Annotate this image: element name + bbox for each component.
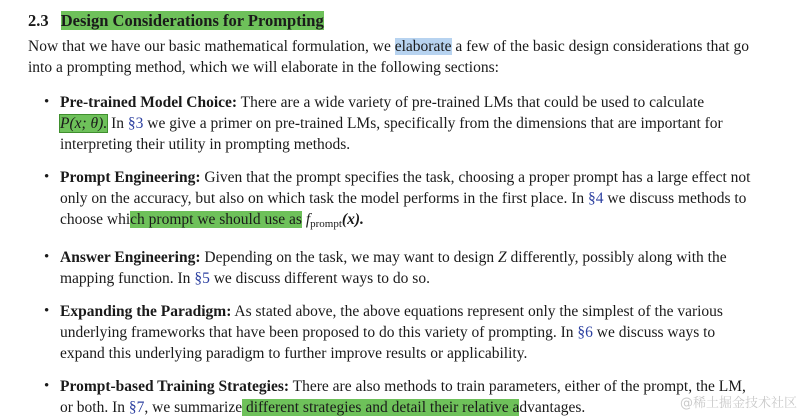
section-ref-link[interactable]: §5	[194, 270, 210, 287]
intro-paragraph	[28, 36, 788, 78]
bullet-icon: •	[44, 169, 50, 185]
item-text: dvantages.	[519, 399, 586, 416]
math-expression: P(x; θ).	[60, 115, 108, 132]
highlighted-text: different strategies and detail their relative a	[242, 399, 520, 416]
intro-text: Now that we have our basic mathematical formulation, we	[28, 38, 395, 55]
item-text: or both. In	[60, 399, 129, 416]
section-number: 2.3	[28, 11, 49, 30]
item-text: Given that the prompt specifies the task, choosing a proper prompt has a large effect not	[200, 169, 751, 186]
intro-line-1	[28, 36, 788, 57]
item-text: we discuss methods to	[603, 190, 747, 207]
paper-section	[28, 8, 788, 418]
section-title: Design Considerations for Prompting	[60, 11, 324, 30]
item-text: we give a primer on pre-trained LMs, specifically from the dimensions that are important for	[143, 115, 723, 132]
math-f: f	[305, 211, 311, 228]
item-text: we discuss different ways to do so.	[209, 270, 430, 287]
item-text: There are also methods to train parameters, either of the prompt, the LM,	[289, 378, 746, 395]
item-line	[60, 376, 788, 397]
list-item-expanding-paradigm	[28, 301, 788, 364]
item-line	[60, 113, 788, 134]
item-text: we discuss ways to	[592, 324, 716, 341]
bullet-icon: •	[44, 303, 50, 319]
highlighted-word: elaborate	[394, 38, 452, 55]
item-line	[60, 268, 788, 289]
item-text: Depending on the task, we may want to design	[200, 249, 498, 266]
item-text: In	[107, 115, 128, 132]
bullet-icon: •	[44, 378, 50, 394]
item-text: As stated above, the above equations represent only the simplest of the various	[231, 303, 723, 320]
item-line	[60, 301, 788, 322]
list-item-prompt-engineering	[28, 167, 788, 235]
section-ref-link[interactable]: §3	[127, 115, 144, 132]
list-item-training-strategies	[28, 376, 788, 418]
section-heading	[28, 8, 788, 34]
item-line: expand this underlying paradigm to further improve results or applicability.	[60, 345, 528, 362]
section-ref-link[interactable]: §7	[128, 399, 145, 416]
item-term: Prompt-based Training Strategies:	[60, 378, 290, 395]
intro-line-2: into a prompting method, which we will elaborate in the following sections:	[28, 59, 499, 76]
item-term: Expanding the Paradigm:	[60, 303, 232, 320]
item-term: Pre-trained Model Choice:	[60, 94, 238, 111]
bullet-icon: •	[44, 94, 50, 110]
item-text: choose whi	[60, 211, 131, 228]
item-text: There are a wide variety of pre-trained LMs that could be used to calculate	[237, 94, 705, 111]
bullet-icon: •	[44, 249, 50, 265]
list-item-answer-engineering	[28, 247, 788, 289]
intro-text: a few of the basic design considerations that go	[451, 38, 749, 55]
design-considerations-list	[28, 92, 788, 418]
item-term: Answer Engineering:	[60, 249, 201, 266]
math-argument: (x).	[341, 211, 364, 228]
math-z: Z	[497, 249, 507, 266]
item-line	[60, 247, 788, 268]
item-line	[60, 397, 788, 418]
section-ref-link[interactable]: §6	[577, 324, 593, 341]
list-item-model-choice	[28, 92, 788, 155]
item-text: differently, possibly along with the	[506, 249, 727, 266]
math-subscript: prompt	[310, 218, 342, 230]
watermark: @稀土掘金技术社区	[679, 396, 797, 411]
item-line: interpreting their utility in prompting methods.	[60, 136, 351, 153]
item-line	[60, 167, 788, 188]
highlighted-text: ch prompt we should use as	[130, 211, 302, 228]
item-term: Prompt Engineering:	[60, 169, 201, 186]
item-text: only on the accuracy, but also on which task the model performs in the first place. In	[60, 190, 588, 207]
item-line	[60, 188, 788, 209]
item-line	[60, 209, 788, 235]
item-line	[60, 92, 788, 113]
item-text: underlying frameworks that have been proposed to do this variety of prompting. In	[60, 324, 578, 341]
section-ref-link[interactable]: §4	[588, 190, 604, 207]
item-text: mapping function. In	[60, 270, 195, 287]
item-line	[60, 322, 788, 343]
item-text: , we summarize	[144, 399, 243, 416]
